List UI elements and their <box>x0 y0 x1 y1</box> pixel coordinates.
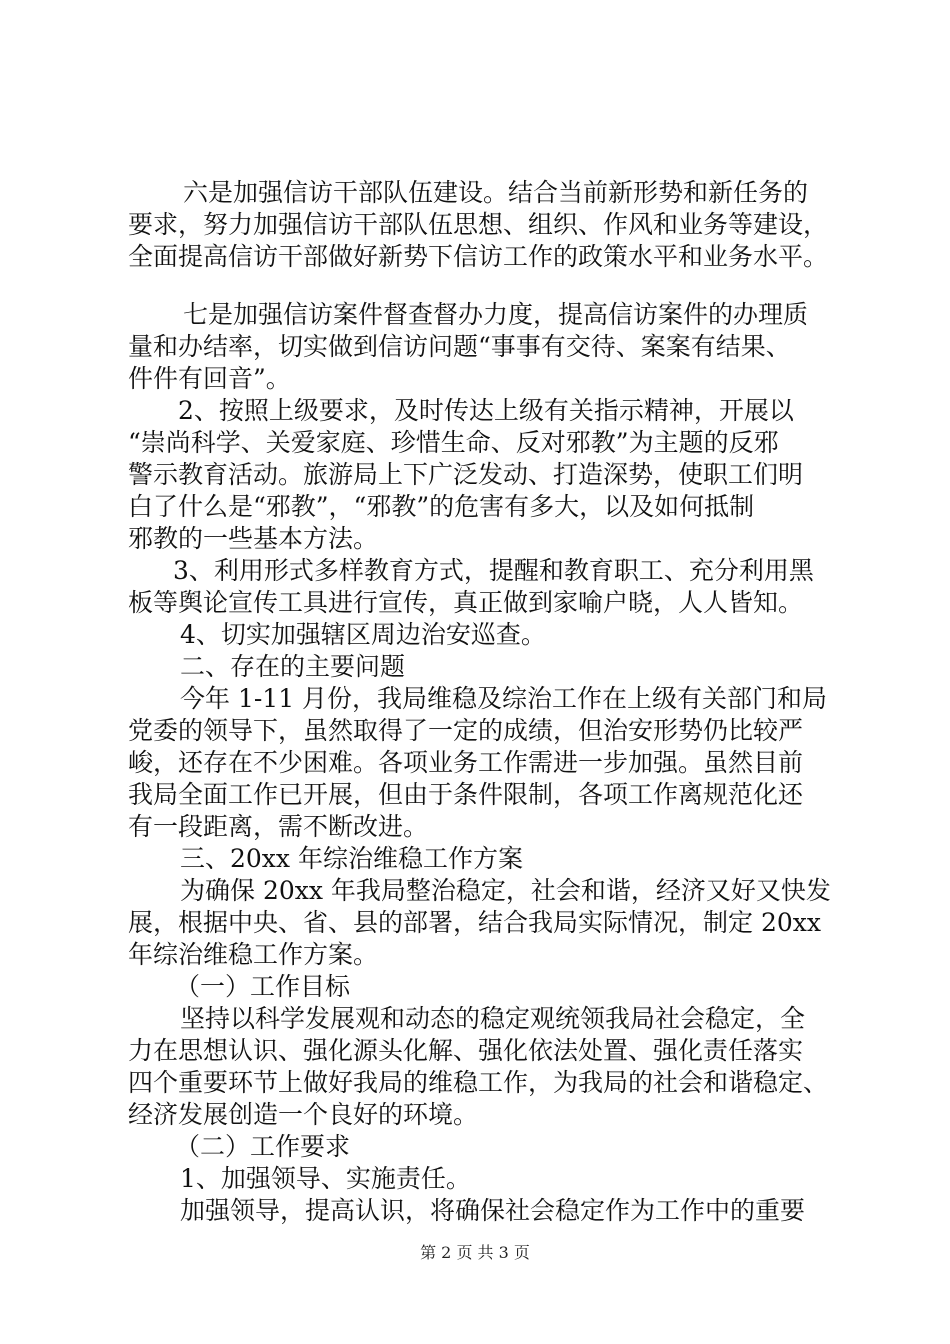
text-line: 我局全面工作已开展，但由于条件限制，各项工作离规范化还 <box>128 780 804 809</box>
text-line: 警示教育活动。旅游局上下广泛发动、打造深势，使职工们明 <box>128 460 804 489</box>
page-footer <box>0 1243 950 1263</box>
subsection-heading: （一）工作目标 <box>175 972 351 1001</box>
text-line: 要求，努力加强信访干部队伍思想、组织、作风和业务等建设， <box>128 210 829 239</box>
text-line: 有一段距离，需不断改进。 <box>128 812 429 841</box>
text-line: 四个重要环节上做好我局的维稳工作，为我局的社会和谐稳定、 <box>128 1068 829 1097</box>
subsection-heading: （二）工作要求 <box>175 1132 351 1161</box>
text-line: 年综治维稳工作方案。 <box>128 940 379 969</box>
text-line: 3、利用形式多样教育方式，提醒和教育职工、充分利用黑 <box>173 556 814 585</box>
text-line: 力在思想认识、强化源头化解、强化依法处置、强化责任落实 <box>128 1036 804 1065</box>
section-heading: 三、20xx 年综治维稳工作方案 <box>180 844 523 873</box>
text-line: 板等舆论宣传工具进行宣传，真正做到家喻户晓，人人皆知。 <box>128 588 804 617</box>
text-line: 峻，还存在不少困难。各项业务工作需进一步加强。虽然目前 <box>128 748 804 777</box>
text-line: 1、加强领导、实施责任。 <box>180 1164 471 1193</box>
text-line: 邪教的一些基本方法。 <box>128 524 379 553</box>
page-number: 第 2 页 共 3 页 <box>420 1243 530 1262</box>
text-line: 展，根据中央、省、县的部署，结合我局实际情况，制定 20xx <box>128 908 821 937</box>
text-line: 经济发展创造一个良好的环境。 <box>128 1100 479 1129</box>
text-line: 量和办结率，切实做到信访问题“事事有交待、案案有结果、 <box>128 332 791 361</box>
text-line: 坚持以科学发展观和动态的稳定观统领我局社会稳定，全 <box>180 1004 806 1033</box>
text-line: 2、按照上级要求，及时传达上级有关指示精神，开展以 <box>178 396 794 425</box>
text-line: 加强领导，提高认识，将确保社会稳定作为工作中的重要 <box>180 1196 806 1225</box>
text-line: 白了什么是“邪教”，“邪教”的危害有多大，以及如何抵制 <box>128 492 755 521</box>
text-line: 六是加强信访干部队伍建设。结合当前新形势和新任务的 <box>183 178 809 207</box>
text-line: 全面提高信访干部做好新势下信访工作的政策水平和业务水平。 <box>128 242 829 271</box>
text-line: “崇尚科学、关爱家庭、珍惜生命、反对邪教”为主题的反邪 <box>128 428 779 457</box>
text-line: 七是加强信访案件督查督办力度，提高信访案件的办理质 <box>183 300 809 329</box>
text-line: 今年 1-11 月份，我局维稳及综治工作在上级有关部门和局 <box>180 684 828 713</box>
section-heading: 二、存在的主要问题 <box>180 652 406 681</box>
text-line: 党委的领导下，虽然取得了一定的成绩，但治安形势仍比较严 <box>128 716 804 745</box>
text-line: 为确保 20xx 年我局整治稳定，社会和谐，经济又好又快发 <box>180 876 831 905</box>
text-line: 件件有回音”。 <box>128 364 291 393</box>
text-line: 4、切实加强辖区周边治安巡查。 <box>180 620 546 649</box>
